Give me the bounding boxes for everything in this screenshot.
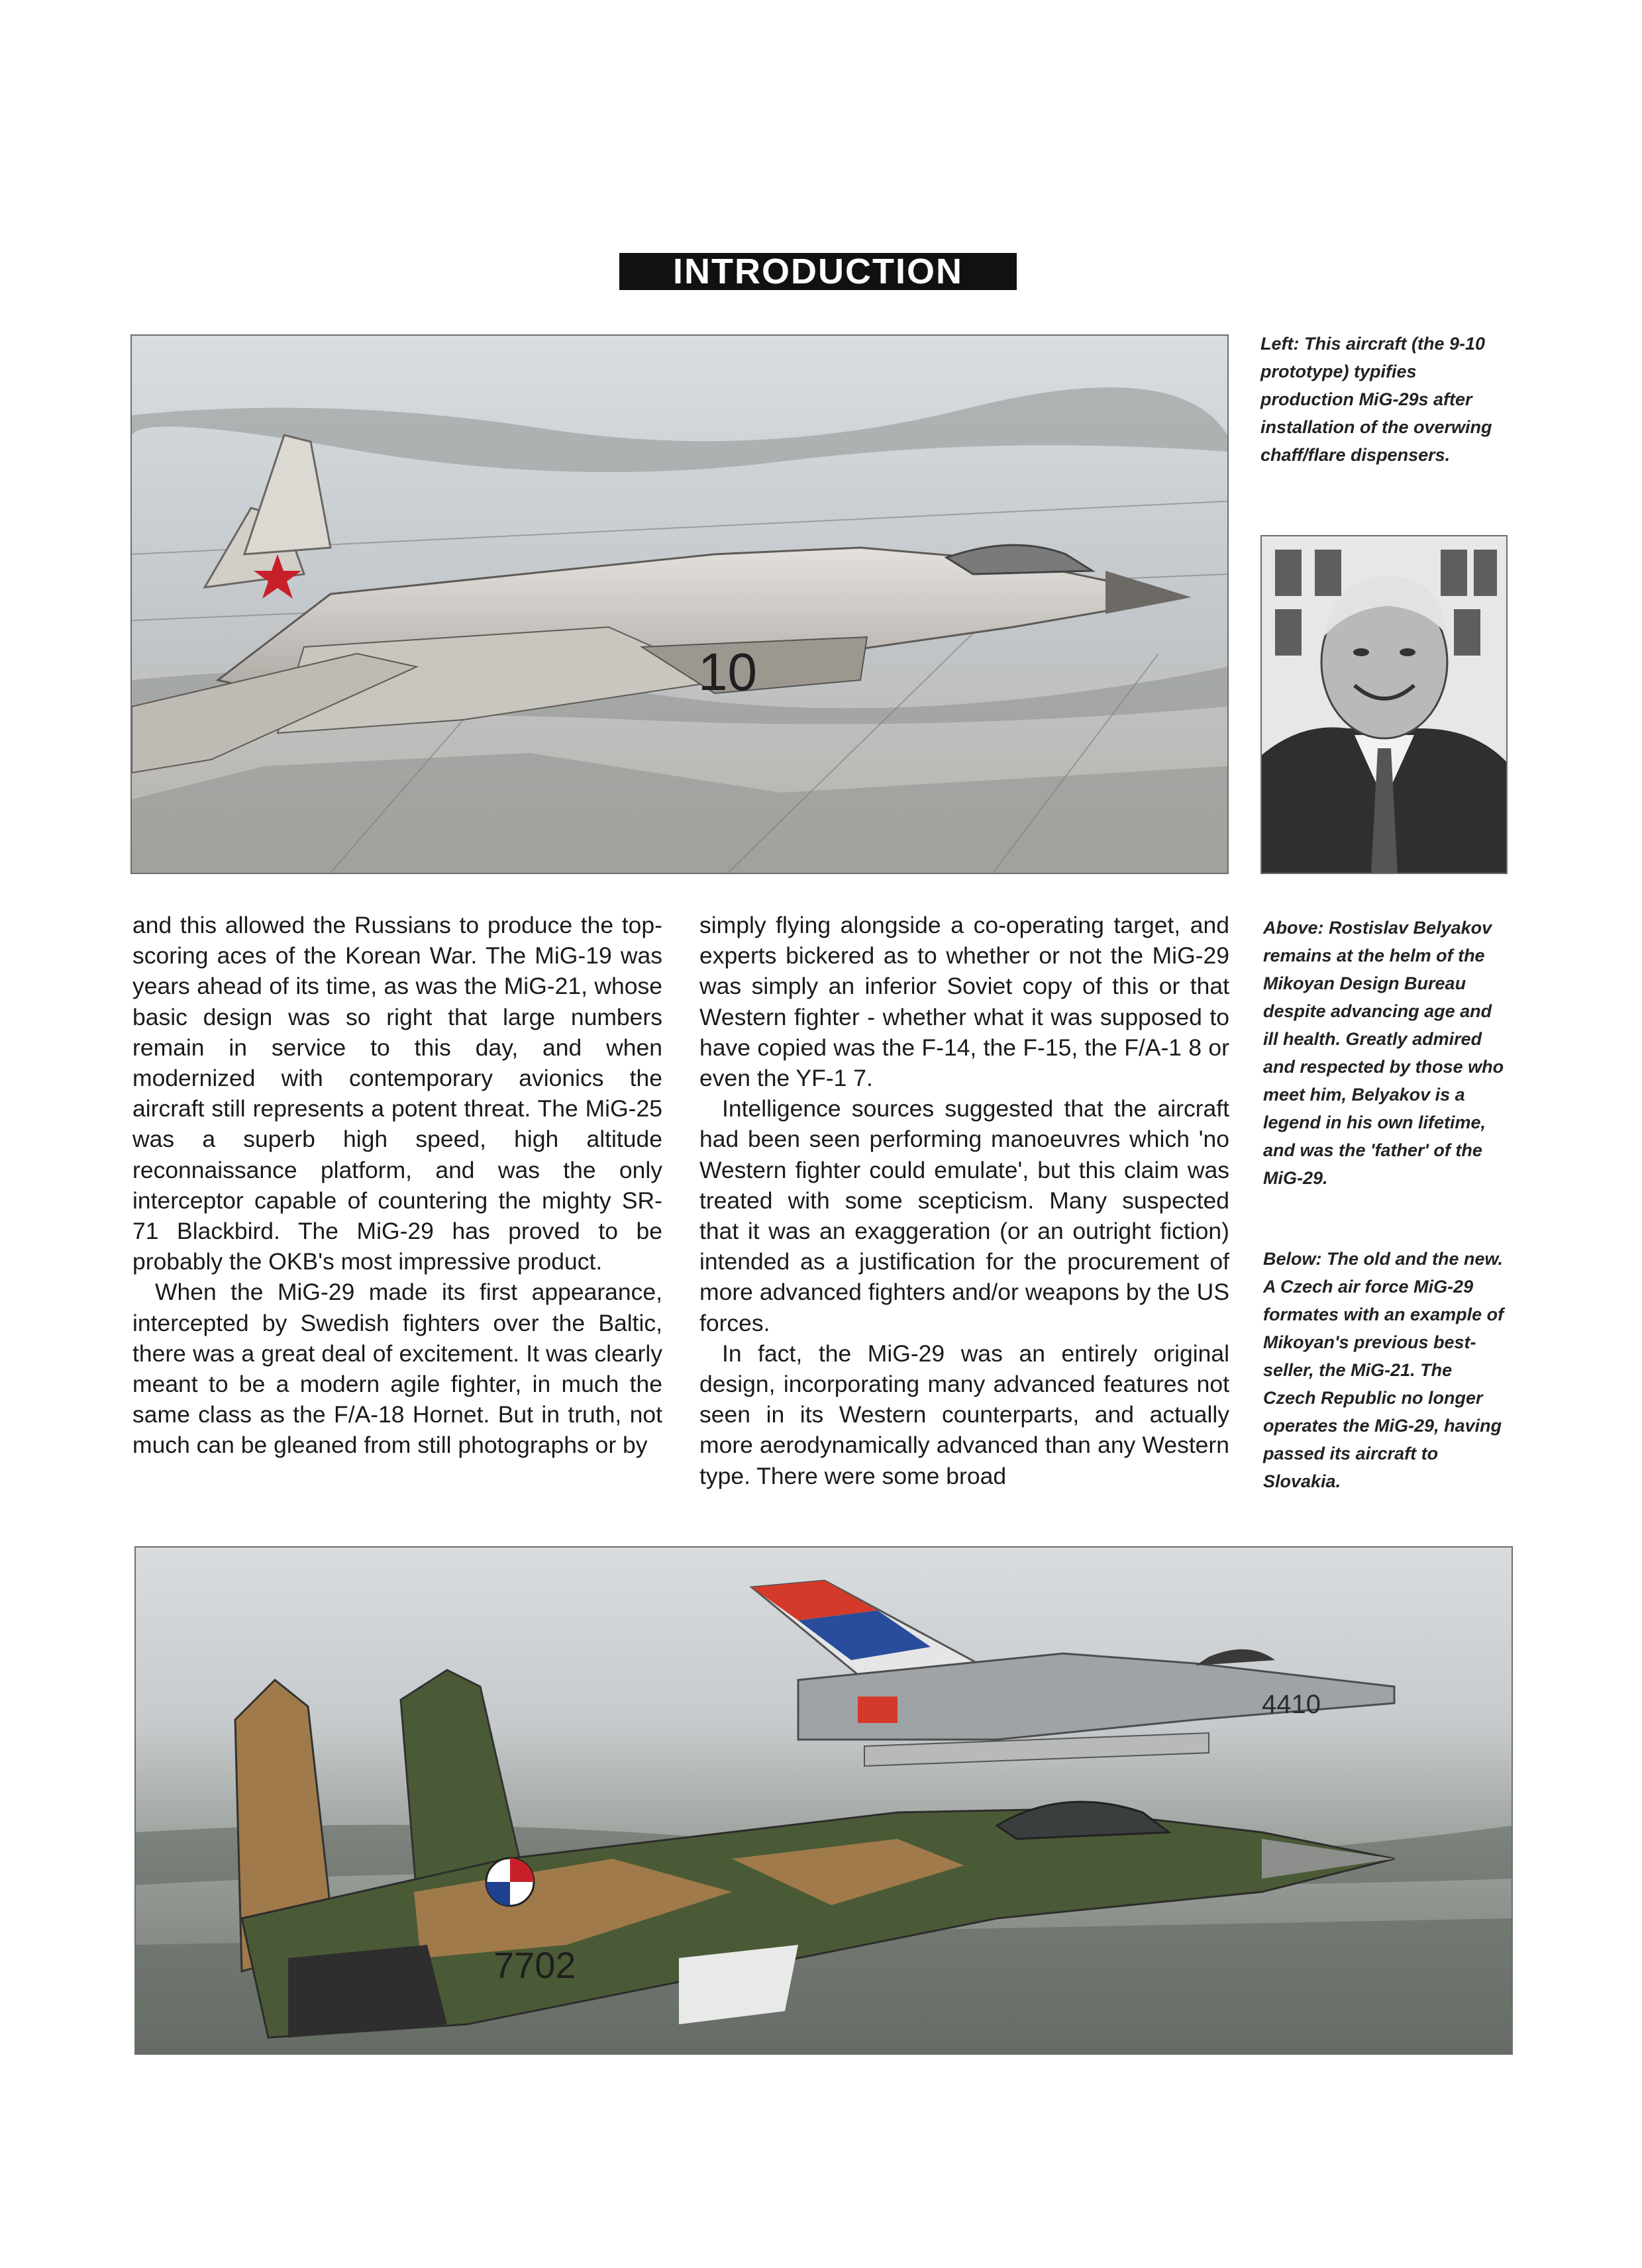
top-photo-mig29-prototype xyxy=(130,334,1229,874)
text-column-2 xyxy=(699,910,1229,1491)
caption-bottom-photo-text: Below: The old and the new. A Czech air force MiG-29 formates with an example of Mikoyan's previous best-seller, the MiG-21. The Czech Republic no longer operates the MiG-29, having passed its aircraft to Slovakia. xyxy=(1263,1249,1504,1491)
bottom-photo-mig29-mig21 xyxy=(134,1546,1513,2055)
column2-paragraph-2: Intelligence sources suggested that the aircraft had been seen performing manoeuvres which 'no Western fighter could emulate', but this claim was treated with some scepticism. Many suspected that it was an exaggeration (or an outright fiction) intended as a justification for the procurement of more advanced fighters and/or weapons by the US forces. xyxy=(699,1095,1229,1336)
mig21-number: 4410 xyxy=(1262,1690,1321,1719)
column1-paragraph-1: and this allowed the Russians to produce the top-scoring aces of the Korean War. The MiG-19 was years ahead of its time, as was the MiG-21, whose basic design was so right that large numbers remain in service to this day, and when modernized with contemporary avionics the aircraft still represents a potent threat. The MiG-25 was a superb high speed, high altitude reconnaissance platform, and was the only interceptor capable of countering the mighty SR-71 Blackbird. The MiG-29 has proved to be probably the OKB's most impressive product. xyxy=(132,912,662,1275)
portrait-illustration xyxy=(1262,536,1506,873)
caption-top-photo xyxy=(1260,330,1499,469)
mig29-number: 7702 xyxy=(493,1944,576,1986)
portrait-photo-belyakov xyxy=(1260,535,1508,874)
bottom-photo-illustration xyxy=(136,1548,1512,2053)
caption-top-photo-text: Left: This aircraft (the 9-10 prototype) typifies production MiG-29s after installation of the overwing chaff/flare dispensers. xyxy=(1260,334,1492,465)
prototype-number: 10 xyxy=(698,642,757,701)
caption-portrait-text: Above: Rostislav Belyakov remains at the helm of the Mikoyan Design Bureau despite advancing age and ill health. Greatly admired and respected by those who meet him, Belyakov is a legend in his own lifetime, and was the 'father' of the MiG-29. xyxy=(1263,918,1504,1188)
column1-paragraph-2: When the MiG-29 made its first appearance, intercepted by Swedish fighters over the Baltic, there was a great deal of excitement. It was clearly meant to be a modern agile fighter, in much the same class as the F/A-18 Hornet. But in truth, not much can be gleaned from still photographs or by xyxy=(132,1279,662,1459)
caption-portrait xyxy=(1263,914,1508,1192)
text-column-1 xyxy=(132,910,662,1461)
column2-paragraph-3: In fact, the MiG-29 was an entirely original design, incorporating many advanced features not seen in its Western counterparts, and actually more aerodynamically advanced than any Western type. There were some broad xyxy=(699,1340,1229,1489)
caption-bottom-photo xyxy=(1263,1245,1508,1495)
top-photo-illustration xyxy=(132,336,1227,873)
column2-paragraph-1: simply flying alongside a co-operating target, and experts bickered as to whether or not the MiG-29 was simply an inferior Soviet copy of this or that Western fighter - whether what it was supposed to have copied was the F-14, the F-15, the F/A-1 8 or even the YF-1 7. xyxy=(699,912,1229,1092)
page-title: INTRODUCTION xyxy=(619,253,1017,290)
